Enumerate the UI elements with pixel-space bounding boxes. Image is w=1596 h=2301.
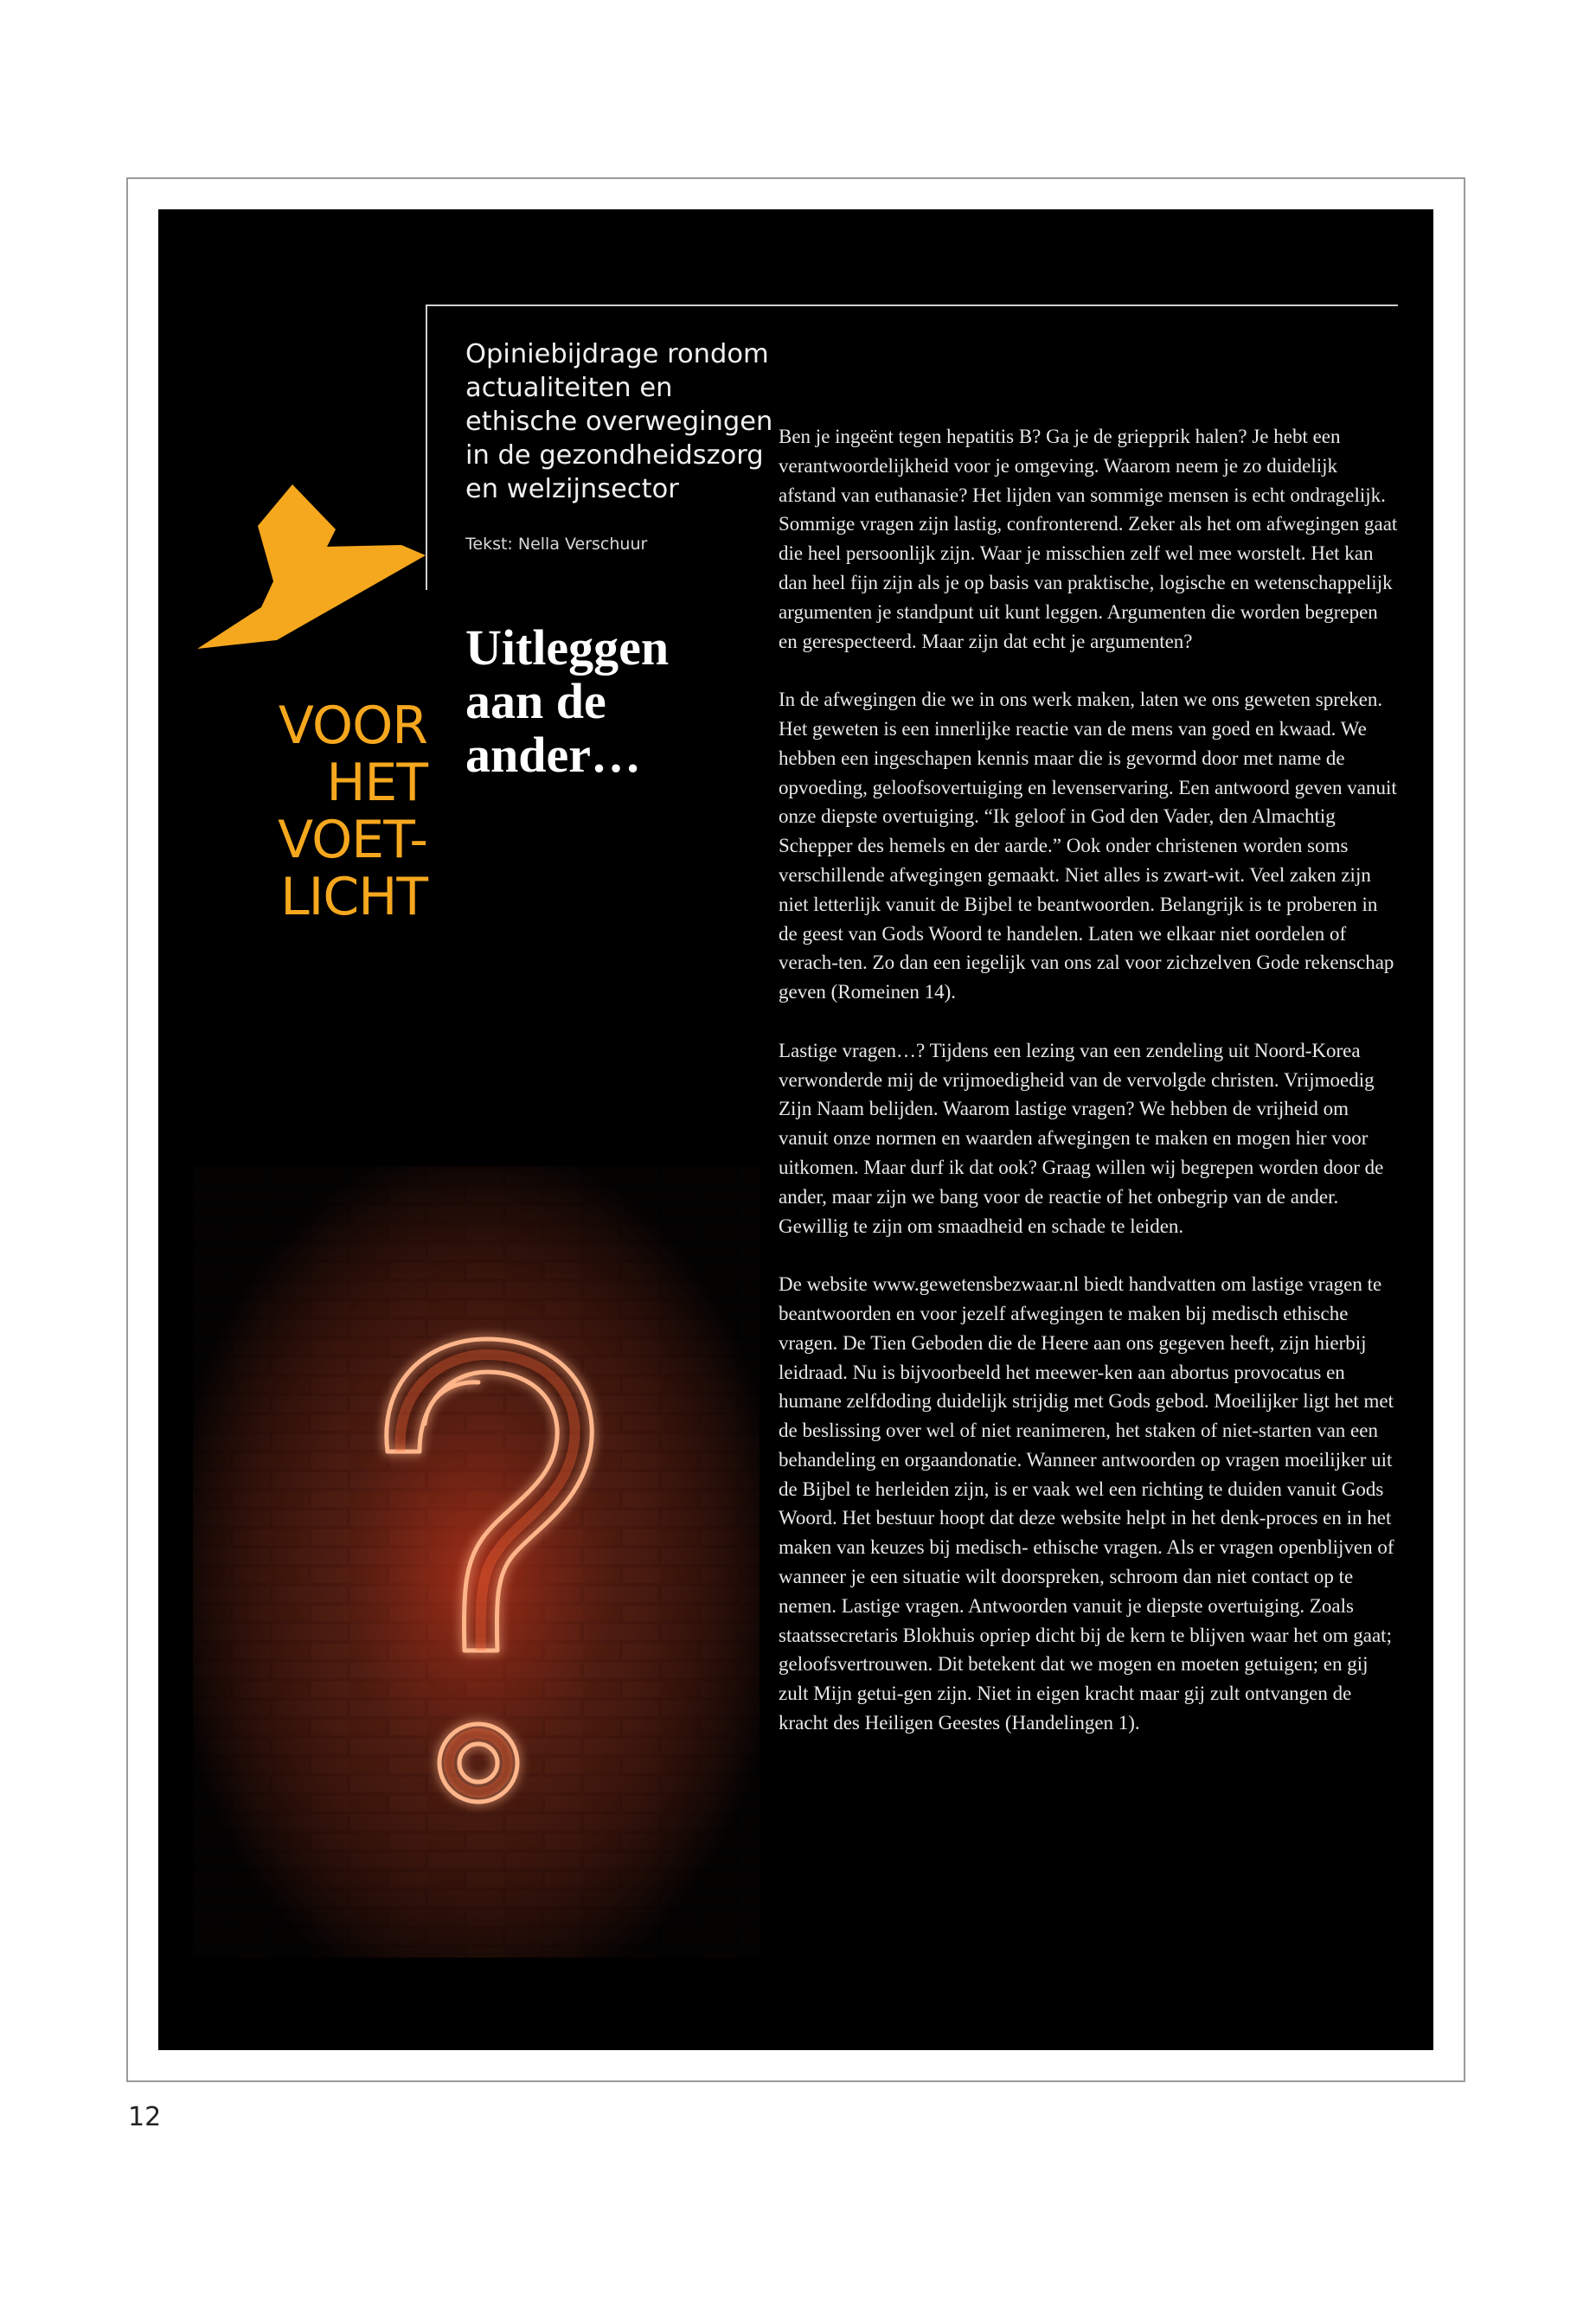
article-byline: Tekst: Nella Verschuur — [465, 535, 648, 554]
article-headline: Uitleggen aan de ander… — [465, 619, 670, 783]
header-rule — [426, 304, 1398, 306]
article-paragraph: Lastige vragen…? Tijdens een lezing van een zendeling uit Noord-Korea verwonderde mij de vrijmoedigheid van de vervolgde christen. Vrijmoedig Zijn Naam belijden. Waarom lastige vragen? We hebben de vrijheid om vanuit onze normen en waarden afwegingen te maken en mogen hier voor uitkomen. Maar durf ik dat ook? Graag willen wij begrepen worden door de ander, maar zijn we bang voor de reactie of het onbegrip van de ander. Gewillig te zijn om smaadheid en schade te leiden. — [779, 1039, 1384, 1237]
article-body — [779, 422, 1400, 1767]
section-label-line: VOET- — [278, 810, 427, 870]
section-label-line: VOOR — [278, 695, 427, 756]
page-number: 12 — [128, 2102, 162, 2132]
arrow-logo-icon — [197, 484, 426, 683]
section-label-line: LICHT — [280, 867, 427, 927]
article-paragraph: De website www.gewetensbezwaar.nl biedt handvatten om lastige vragen te beantwoorden en voor jezelf afwegingen te maken bij medisch ethische vragen. De Tien Geboden die de Heere aan ons gegeven heeft, zijn hierbij leidraad. Nu is bijvoorbeeld het meewer-ken aan abortus provocatus en humane zelfdoding duidelijk strijdig met Gods gebod. Moeilijker ligt het met de beslissing over wel of niet reanimeren, het staken of niet-starten van een behandeling en orgaandonatie. Wanneer antwoorden op vragen moeilijker uit de Bijbel te herleiden zijn, is er vaak wel een richting te duiden vanuit Gods Woord. Het bestuur hoopt dat deze website helpt in het denk-proces en in het maken van keuzes bij medisch- ethische vragen. Als er vragen openblijven of wanneer je een situatie wilt doorspreken, schroom dan niet contact op te nemen. Lastige vragen. Antwoorden vanuit je diepste overtuiging. Zoals staatssecretaris Blokhuis opriep dicht bij de kern te blijven waar het om gaat; geloofsvertrouwen. Dit betekent dat we mogen en moeten getuigen; en gij zult Mijn getui-gen zijn. Niet in eigen kracht maar gij zult ontvangen de kracht des Heiligen Geestes (Handelingen 1). — [779, 1273, 1394, 1734]
article-paragraph: Ben je ingeënt tegen hepatitis B? Ga je de griepprik halen? Je hebt een verantwoordelijkheid voor je omgeving. Waarom neem je zo duidelijk afstand van euthanasie? Het lijden van sommige mensen is echt ondragelijk. Sommige vragen zijn lastig, confronterend. Zeker als het om afwegingen gaat die heel persoonlijk zijn. Waar je misschien zelf wel mee worstelt. Het kan dan heel fijn zijn als je op basis van praktische, logische en wetenschappelijk argumenten je standpunt uit kunt leggen. Argumenten die worden begrepen en gerespecteerd. Maar zijn dat echt je argumenten? — [779, 426, 1398, 652]
neon-question-mark-image — [193, 1166, 760, 1958]
header-rule-vertical — [426, 304, 427, 590]
article-subtitle: Opiniebijdrage rondom actualiteiten en ethische overwegingen in de gezondheidszorg en welzijnsector — [465, 339, 773, 504]
section-label — [234, 697, 427, 926]
article-paragraph: In de afwegingen die we in ons werk maken, laten we ons geweten spreken. Het geweten is een innerlijke reactie van de mens van goed en kwaad. We hebben een ingeschapen kennis maar die is gevormd door met name de opvoeding, geloofsovertuiging en levenservaring. Een antwoord geven vanuit onze diepste overtuiging. “Ik geloof in God den Vader, den Almachtig Schepper des hemels en der aarde.” Ook onder christenen worden soms verschillende afwegingen gemaakt. Niet alles is zwart-wit. Veel zaken zijn niet letterlijk vanuit de Bijbel te beantwoorden. Belangrijk is te proberen in de geest van Gods Woord te handelen. Laten we elkaar niet oordelen of verach-ten. Zo dan een iegelijk van ons zal voor zichzelven Gode rekenschap geven (Romeinen 14). — [779, 689, 1397, 1003]
section-label-line: HET — [326, 753, 427, 813]
